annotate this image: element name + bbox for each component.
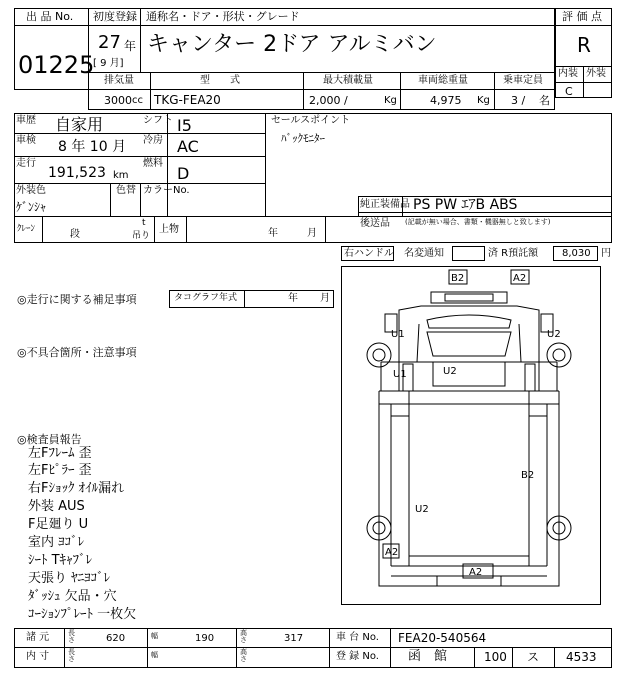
divider [474,647,475,668]
divider [400,72,401,110]
color-change-label: 色替 [116,185,136,196]
list-item: 左Fﾌﾚｰﾑ 歪 [28,446,92,461]
max-load: 2,000 / [309,94,348,107]
crane-tonnage: t [142,218,146,228]
car-history: 自家用 [55,115,104,134]
divider [244,290,245,308]
damage-mark: B2 [521,470,535,481]
car-name: キャンター 2ドア アルミバン [147,32,437,57]
divider [167,113,168,216]
capacity-label: 乗車定員 [503,75,543,86]
crane-hang: 吊り [132,231,151,241]
mileage: 191,523 [48,165,106,181]
divider [14,133,265,134]
damage-mark: U1 [391,329,405,340]
tachograph-label: タコグラフ年式 [174,293,238,303]
capacity: 3 / [511,94,526,107]
model-code-label: 型 式 [200,75,240,86]
damage-mark: A2 [513,273,527,284]
list-item: 外装 AUS [28,499,85,514]
shift: I5 [177,116,192,135]
gross-weight-label: 車両総重量 [418,75,468,86]
list-item: ｺｰｼｮﾝﾌﾟﾚｰﾄ 一枚欠 [28,607,137,622]
divider [358,196,359,216]
gross-weight: 4,975 [430,94,462,107]
divider [265,113,266,216]
equipment-label: 純正装備品 [360,199,410,210]
year-unit: 年 [124,39,137,53]
damage-mark: U1 [393,369,407,380]
registration-class: 100 [484,650,507,664]
recycle-unit: 円 [601,248,611,259]
divider [554,647,555,668]
divider [42,216,43,243]
inner-width-label: 幅 [151,651,158,659]
lot-no-label: 出 品 No. [26,10,74,23]
divider [140,183,141,216]
mileage-label: 走行 [16,158,36,169]
registration-year: 27 [98,32,121,53]
mileage-unit: km [113,170,129,181]
color-label: 外装色 [16,185,46,196]
inner-length-label: 長さ [68,648,75,663]
divider [555,25,612,26]
car-name-label: 通称名・ドア・形状・グレード [146,10,300,23]
divider [329,628,330,668]
divider [325,216,326,243]
equipment: PS PW ｴｱB ABS [413,197,518,213]
divider [494,72,495,110]
max-load-unit: Kg [384,95,397,106]
air-conditioner: AC [177,137,199,156]
tachograph-year: 年 [288,293,298,304]
length: 620 [106,633,126,644]
list-item: ﾀﾞｯｼｭ 欠品・穴 [28,589,117,604]
displacement: 3000 [104,94,132,107]
chassis-label: 車 台 No. [336,632,379,643]
divider [512,647,513,668]
sales-point: ﾊﾞｯｸﾓﾆﾀｰ [281,132,325,145]
interior-label: 内装 [558,68,578,79]
divider [14,647,612,648]
divider [88,89,555,90]
list-item: ｼｰﾄ Tｷｬﾌﾞﾚ [28,553,93,568]
registration-month: [ 9 月] [93,58,124,69]
recycle-fee: 8,030 [562,248,591,259]
sales-point-label: セールスポイント [271,115,351,126]
displacement-unit: cc [132,95,143,106]
history-label: 車歴 [16,115,36,126]
damage-mark: U2 [547,329,561,340]
divider [14,156,265,157]
name-change-box [452,246,485,261]
divider [14,25,555,26]
damage-mark: B2 [451,273,465,284]
model-code: TKG-FEA20 [154,93,221,107]
body-color: ｹﾞﾝｼｬ [16,200,47,214]
divider [583,66,584,98]
defects-label: ◎不具合箇所・注意事項 [17,346,137,359]
displacement-label: 排気量 [104,75,134,86]
inspector-report-label: ◎検査員報告 [17,433,82,446]
gross-weight-unit: Kg [477,95,490,106]
capacity-unit: 名 [539,94,550,107]
crane-stage: 段 [70,229,80,240]
divider [186,216,187,243]
length-label: 長さ [68,629,75,644]
divider [140,8,141,72]
divider [14,216,612,217]
interior-score: C [565,85,573,98]
divider [147,628,148,668]
fuel-label: 燃料 [143,158,163,169]
name-change-label: 名変通知 [404,248,444,259]
registration-kana: ス [527,650,540,664]
registration-area: 函 館 [408,649,448,664]
ac-label: 冷房 [143,135,163,146]
inner-dimensions-label: 内 寸 [26,651,50,662]
documents-label: 後送品 [360,218,390,229]
height: 317 [284,633,304,644]
inspection-label: 車検 [16,135,36,146]
divider [154,216,155,243]
documents-note: (記載が無い場合、書類・機器無しと致します) [405,218,551,226]
registration-serial: 4533 [566,650,597,664]
bed-year: 年 [268,228,278,239]
color-code-label: カラーNo. [143,185,190,196]
divider [150,72,151,110]
divider [390,628,391,668]
divider [303,72,304,110]
list-item: 天張り ﾔﾆﾖｺﾞﾚ [28,571,111,586]
registration-number-label: 登 録 No. [336,651,379,662]
first-registration-label: 初度登録 [93,10,137,23]
damage-mark: A2 [385,547,399,558]
list-item: 室内 ﾖｺﾞﾚ [28,535,85,550]
footer-frame [14,628,612,668]
bed-month: 月 [307,228,317,239]
list-item: F足廻り U [28,517,89,532]
damage-mark: U2 [443,366,457,377]
score-label: 評 価 点 [562,10,602,23]
width-label: 幅 [151,632,158,640]
damage-mark: U2 [415,504,429,515]
divider [64,628,65,668]
bed-label: 上物 [159,224,179,235]
height-label: 高さ [240,629,247,644]
truck-diagram [341,266,601,605]
inspection-expiry: 8 年 10 月 [58,139,127,155]
driving-notes-label: ◎走行に関する補足事項 [17,293,137,306]
exterior-label: 外装 [586,68,606,79]
dimensions-label: 諸 元 [26,632,50,643]
fuel: D [177,164,190,183]
inner-height-label: 高さ [240,648,247,663]
overall-score: R [577,33,591,57]
steering-side: 右ハンドル [344,248,394,259]
recycle-label: 済 R預託額 [488,248,539,259]
divider [110,183,111,216]
divider [236,628,237,668]
chassis-number: FEA20-540564 [398,631,487,645]
damage-mark: A2 [469,567,483,578]
width: 190 [195,633,215,644]
tachograph-month: 月 [320,293,330,304]
list-item: 右Fｼｮｯｸ ｵｲﾙ漏れ [28,481,125,496]
crane-label: ｸﾚｰﾝ [17,224,36,234]
max-load-label: 最大積載量 [323,75,373,86]
list-item: 左Fﾋﾟﾗｰ 歪 [28,463,92,478]
lot-number: 01225 [18,51,95,79]
shift-label: シフト [143,115,173,126]
